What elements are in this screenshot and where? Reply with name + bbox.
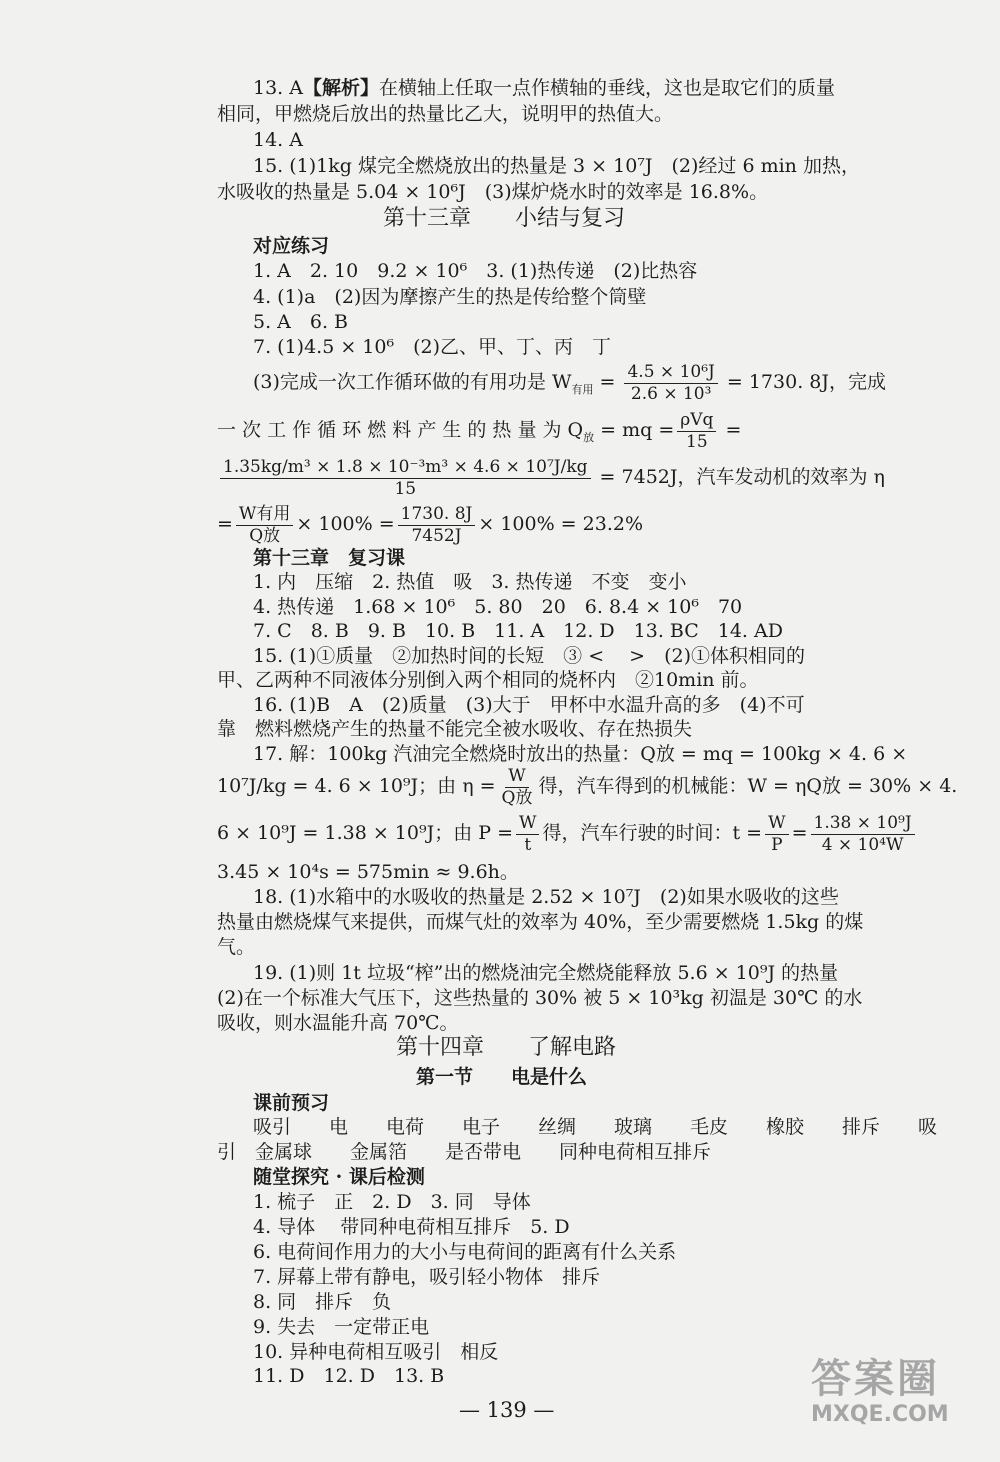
time-value-fraction: $\frac{\text{1.38 × 10⁹J}}{\text{4 × 10⁴W}}$ bbox=[811, 813, 915, 856]
review-15: 15. (1)①质量 ②加热时间的长短 ③ < > (2)①体积相同的 bbox=[253, 645, 806, 667]
review-1: 1. 内 压缩 2. 热值 吸 3. 热传递 不变 变小 bbox=[253, 571, 687, 593]
post-6: 6. 电荷间作用力的大小与电荷间的距离有什么关系 bbox=[253, 1241, 677, 1263]
practice-5: 5. A 6. B bbox=[253, 311, 349, 333]
answer-13-cont: 相同，甲燃烧后放出的热量比乙大，说明甲的热值大。 bbox=[217, 103, 674, 125]
review-19-cont: (2)在一个标准大气压下，这些热量的 30% 被 5 × 10³kg 初温是 30℃ 的水 bbox=[217, 987, 863, 1009]
review-17-line2: 10⁷J/kg = 4. 6 × 10⁹J；由 η = $\frac{W}{\text{Q放}}$ 得，汽车得到的机械能：W = ηQ放 = 30% × 4. bbox=[217, 765, 958, 808]
section-practice-title: 对应练习 bbox=[253, 235, 330, 257]
practice-7-heat-line: 一 次 工 作 循 环 燃 料 产 生 的 热 量 为 $Q_放$ = mq = $\frac{\text{ρVq}}{15}$ = bbox=[217, 409, 742, 452]
review-19: 19. (1)则 1t 垃圾“榨”出的燃烧油完全燃烧能释放 5.6 × 10⁹J 的热量 bbox=[253, 962, 839, 984]
review-16-cont: 靠 燃料燃烧产生的热量不能完全被水吸收、存在热损失 bbox=[217, 718, 693, 740]
post-1: 1. 梳子 正 2. D 3. 同 导体 bbox=[253, 1191, 531, 1213]
post-11: 11. D 12. D 13. B bbox=[253, 1365, 445, 1387]
review-15-cont: 甲、乙两种不同液体分别倒入两个相同的烧杯内 ②10min 前。 bbox=[217, 669, 759, 691]
time-symbol-fraction: $\frac{W}{P}$ bbox=[765, 813, 788, 856]
efficiency-symbol-fraction: $\frac{\text{W有用}}{\text{Q放}}$ bbox=[236, 504, 293, 547]
post-9: 9. 失去 一定带正电 bbox=[253, 1316, 430, 1338]
review-18-end: 气。 bbox=[217, 936, 256, 958]
review-19-end: 吸收，则水温能升高 70℃。 bbox=[217, 1012, 459, 1034]
post-8: 8. 同 排斥 负 bbox=[253, 1291, 392, 1313]
preview-answers-cont: 引 金属球 金属箔 是否带电 同种电荷相互排斥 bbox=[217, 1141, 712, 1163]
useful-work-fraction: $\frac{\text{4.5 × 10⁶J}}{\text{2.6 × 10³}}$ bbox=[624, 362, 717, 405]
review-18-cont: 热量由燃烧煤气来提供，而煤气灶的效率为 40%，至少需要燃烧 1.5kg 的煤 bbox=[217, 911, 864, 933]
eta-fraction: $\frac{W}{\text{Q放}}$ bbox=[501, 765, 533, 808]
chapter13-review-title: 第十三章 复习课 bbox=[253, 547, 406, 569]
answer-15-cont: 水吸收的热量是 5.04 × 10⁶J (3)煤炉烧水时的效率是 16.8%。 bbox=[217, 181, 769, 203]
heat-calc-fraction: $\frac{\text{1.35kg/m³ × 1.8 × 10⁻³m³ × 4.6 × 10⁷J/kg}}{15}$ bbox=[220, 457, 591, 500]
chapter14-section1-title: 第一节 电是什么 bbox=[416, 1066, 588, 1088]
post-10: 10. 异种电荷相互吸引 相反 bbox=[253, 1341, 499, 1363]
post-class-title: 随堂探究 · 课后检测 bbox=[253, 1166, 425, 1188]
preview-title: 课前预习 bbox=[253, 1092, 330, 1114]
preview-answers: 吸引 电 电荷 电子 丝绸 玻璃 毛皮 橡胶 排斥 吸 bbox=[253, 1116, 938, 1138]
power-fraction: $\frac{W}{t}$ bbox=[516, 813, 539, 856]
post-7: 7. 屏幕上带有静电，吸引轻小物体 排斥 bbox=[253, 1266, 601, 1288]
answer-14: 14. A bbox=[253, 129, 303, 151]
review-17: 17. 解：100kg 汽油完全燃烧时放出的热量：Q放 = mq = 100kg × 4. 6 × bbox=[253, 743, 908, 765]
practice-7-part3: (3)完成一次工作循环做的有用功是 $W_{有用}$ = $\frac{\text{4.5 × 10⁶J}}{\text{2.6 × 10³}}$ = 1730. 8J，完成 bbox=[253, 361, 886, 404]
review-16: 16. (1)B A (2)质量 (3)大于 甲杯中水温升高的多 (4)不可 bbox=[253, 694, 805, 716]
efficiency-value-fraction: $\frac{1730. 8J}{7452J}$ bbox=[398, 504, 476, 547]
post-4: 4. 导体 带同种电荷相互排斥 5. D bbox=[253, 1216, 570, 1238]
review-18: 18. (1)水箱中的水吸收的热量是 2.52 × 10⁷J (2)如果水吸收的这些 bbox=[253, 886, 839, 908]
chapter13-summary-title: 第十三章 小结与复习 bbox=[383, 206, 626, 231]
practice-4: 4. (1)a (2)因为摩擦产生的热是传给整个筒壁 bbox=[253, 286, 647, 308]
review-17-line3: 6 × 10⁹J = 1.38 × 10⁹J；由 P = $\frac{W}{t}$ 得，汽车行驶的时间：t = $\frac{W}{P}$ = $\frac{\text{1.38 × 10⁹J}}{\text{4 × 10⁴W}}$ bbox=[217, 810, 918, 856]
answer-13: 13. A【解析】在横轴上任取一点作横轴的垂线，这也是取它们的质量 bbox=[253, 77, 836, 99]
review-4: 4. 热传递 1.68 × 10⁶ 5. 80 20 6. 8.4 × 10⁶ 70 bbox=[253, 596, 743, 618]
practice-1: 1. A 2. 10 9.2 × 10⁶ 3. (1)热传递 (2)比热容 bbox=[253, 260, 698, 282]
watermark-logo: 答案圈 MXQE.COM bbox=[811, 1356, 949, 1427]
answer-15: 15. (1)1kg 煤完全燃烧放出的热量是 3 × 10⁷J (2)经过 6 min 加热， bbox=[253, 155, 860, 177]
practice-7-calc-line: $\frac{\text{1.35kg/m³ × 1.8 × 10⁻³m³ × 4.6 × 10⁷J/kg}}{15}$ = 7452J，汽车发动机的效率为 η bbox=[217, 453, 885, 501]
page-number: — 139 — bbox=[459, 1398, 555, 1422]
chapter14-title: 第十四章 了解电路 bbox=[396, 1035, 617, 1060]
heat-fraction: $\frac{\text{ρVq}}{15}$ bbox=[677, 410, 716, 453]
practice-7: 7. (1)4.5 × 10⁶ (2)乙、甲、丁、丙 丁 bbox=[253, 336, 612, 358]
review-17-result: 3.45 × 10⁴s = 575min ≈ 9.6h。 bbox=[217, 861, 519, 883]
review-7: 7. C 8. B 9. B 10. B 11. A 12. D 13. BC 14. AD bbox=[253, 620, 783, 642]
practice-7-efficiency-line: = $\frac{\text{W有用}}{\text{Q放}}$ × 100% = $\frac{1730. 8J}{7452J}$ × 100% = 23.2% bbox=[217, 503, 643, 546]
